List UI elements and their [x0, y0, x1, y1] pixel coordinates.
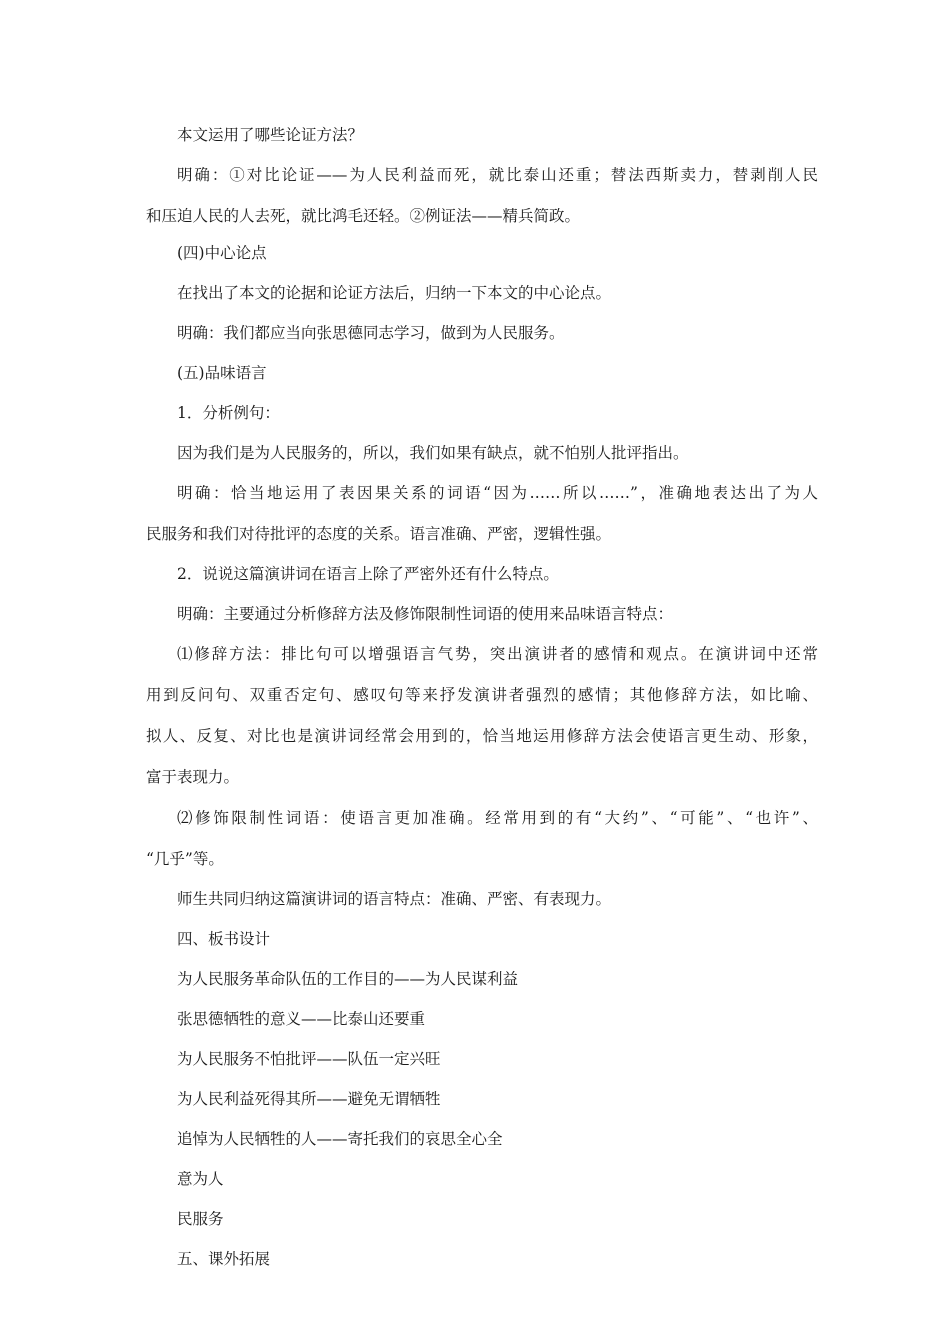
answer-paragraph-line: 和压迫人民的人去死，就比鸿毛还轻。②例证法——精兵简政。 — [146, 207, 581, 225]
answer-paragraph-line: 民服务和我们对待批评的态度的关系。语言准确、严密，逻辑性强。 — [146, 525, 612, 543]
modifier-paragraph-line: “几乎”等。 — [146, 850, 224, 868]
question-line: 本文运用了哪些论证方法？ — [177, 126, 364, 144]
answer-line: 明确：我们都应当向张思德同志学习，做到为人民服务。 — [177, 324, 565, 342]
rhetoric-paragraph-line: 用到反问句、双重否定句、感叹句等来抒发演讲者强烈的感情；其他修辞方法，如比喻、 — [146, 686, 818, 704]
board-design-line: 追悼为人民牺牲的人——寄托我们的哀思全心全 — [177, 1130, 503, 1148]
paragraph-line: 在找出了本文的论据和论证方法后，归纳一下本文的中心论点。 — [177, 284, 612, 302]
rhetoric-paragraph-line: 拟人、反复、对比也是演讲词经常会用到的，恰当地运用修辞方法会使语言更生动、形象， — [146, 727, 818, 745]
answer-paragraph-line: 明确：①对比论证——为人民利益而死，就比泰山还重；替法西斯卖力，替剥削人民 — [177, 166, 818, 184]
subsection-heading: 2．说说这篇演讲词在语言上除了严密外还有什么特点。 — [177, 565, 559, 583]
section-heading: 五、课外拓展 — [177, 1250, 271, 1268]
example-sentence: 因为我们是为人民服务的，所以，我们如果有缺点，就不怕别人批评指出。 — [177, 444, 689, 462]
document-page — [146, 124, 818, 1270]
summary-line: 师生共同归纳这篇演讲词的语言特点：准确、严密、有表现力。 — [177, 890, 612, 908]
answer-paragraph-line: 明确：恰当地运用了表因果关系的词语“因为……所以……”，准确地表达出了为人 — [177, 484, 818, 502]
board-design-line: 为人民服务不怕批评——队伍一定兴旺 — [177, 1050, 441, 1068]
section-heading: (五)品味语言 — [177, 364, 267, 382]
board-design-line: 意为人 — [177, 1170, 224, 1188]
subsection-heading: 1．分析例句： — [177, 404, 280, 422]
section-heading: (四)中心论点 — [177, 244, 267, 262]
answer-line: 明确：主要通过分析修辞方法及修饰限制性词语的使用来品味语言特点： — [177, 605, 674, 623]
board-design-line: 为人民利益死得其所——避免无谓牺牲 — [177, 1090, 441, 1108]
modifier-paragraph-line: ⑵修饰限制性词语：使语言更加准确。经常用到的有“大约”、“可能”、“也许”、 — [177, 809, 818, 827]
board-design-line: 民服务 — [177, 1210, 224, 1228]
board-design-line: 为人民服务革命队伍的工作目的——为人民谋利益 — [177, 970, 519, 988]
board-design-line: 张思德牺牲的意义——比泰山还要重 — [177, 1010, 426, 1028]
section-heading: 四、板书设计 — [177, 930, 271, 948]
rhetoric-paragraph-line: ⑴修辞方法：排比句可以增强语言气势，突出演讲者的感情和观点。在演讲词中还常 — [177, 645, 818, 663]
rhetoric-paragraph-line: 富于表现力。 — [146, 768, 240, 786]
